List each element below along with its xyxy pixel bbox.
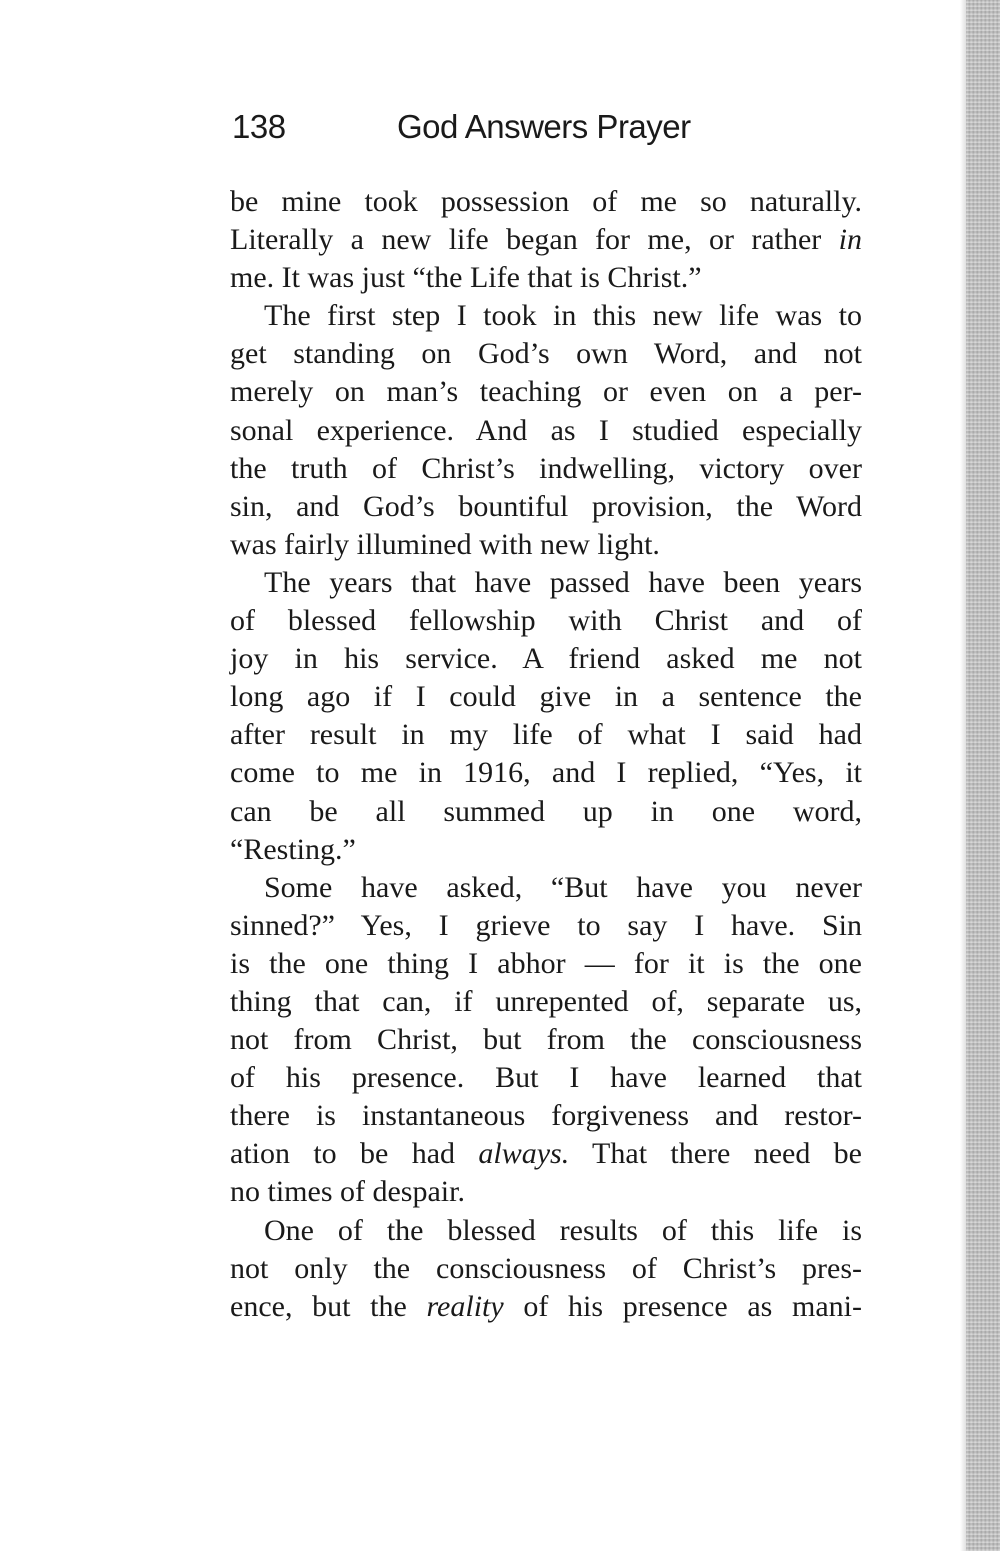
text-line [230, 259, 862, 297]
body-text [230, 183, 862, 1326]
text-segment: joy in his service. A friend asked me not [230, 642, 862, 676]
text-line [230, 450, 862, 488]
text-segment: “Resting.” [230, 832, 356, 866]
text-segment: the truth of Christ’s indwelling, victory over [230, 451, 862, 485]
text-segment: can be all summed up in one word, [230, 794, 862, 828]
text-segment: be mine took possession of me so naturally. [230, 185, 862, 218]
text-segment: get standing on God’s own Word, and not [230, 337, 862, 371]
text-line [230, 183, 862, 221]
page-number: 138 [232, 108, 286, 145]
text-line [230, 716, 862, 754]
text-line [230, 221, 862, 259]
text-segment: thing that can, if unrepented of, separate us, [230, 984, 862, 1018]
text-segment: long ago if I could give in a sentence the [230, 680, 862, 714]
text-segment: not only the consciousness of Christ’s pres- [230, 1251, 862, 1285]
text-segment: One of the blessed results of this life is [264, 1213, 862, 1247]
text-segment: That there need be [569, 1137, 862, 1171]
text-line [230, 373, 862, 411]
text-segment: ation to be had [230, 1137, 479, 1171]
text-segment: sinned?” Yes, I grieve to say I have. Sin [230, 908, 862, 942]
running-title: God Answers Prayer [397, 108, 691, 145]
text-segment: me. It was just “the Life that is Christ.” [230, 261, 702, 295]
text-segment: there is instantaneous forgiveness and restor- [230, 1099, 862, 1133]
text-line [230, 678, 862, 716]
text-segment: The first step I took in this new life was to [264, 299, 862, 333]
text-line [230, 1288, 862, 1326]
text-line [230, 564, 862, 602]
text-segment: merely on man’s teaching or even on a per- [230, 375, 862, 409]
text-segment: Literally a new life began for me, or rather [230, 223, 839, 257]
text-segment: not from Christ, but from the consciousness [230, 1023, 862, 1057]
text-line [230, 907, 862, 945]
text-line [230, 526, 862, 564]
text-line [230, 1097, 862, 1135]
text-segment: come to me in 1916, and I replied, “Yes, it [230, 756, 862, 790]
text-segment: sonal experience. And as I studied especially [230, 413, 862, 447]
italic-text: in [838, 223, 862, 257]
text-segment: Some have asked, “But have you never [264, 870, 862, 904]
text-line [230, 831, 862, 869]
text-line [230, 335, 862, 373]
text-segment: of blessed fellowship with Christ and of [230, 604, 862, 638]
text-line [230, 1135, 862, 1173]
text-segment: ence, but the [230, 1289, 427, 1323]
text-line [230, 945, 862, 983]
text-segment: of his presence as mani- [503, 1289, 862, 1323]
italic-text: always. [478, 1137, 570, 1171]
text-line [230, 869, 862, 907]
text-line [230, 412, 862, 450]
text-segment: no times of despair. [230, 1175, 465, 1209]
text-segment: of his presence. But I have learned that [230, 1061, 862, 1095]
text-segment: The years that have passed have been years [264, 565, 862, 599]
text-line [230, 793, 862, 831]
page-header [232, 108, 872, 156]
text-segment: is the one thing I abhor — for it is the one [230, 946, 862, 980]
text-line [230, 1059, 862, 1097]
text-line [230, 1173, 862, 1211]
text-line [230, 602, 862, 640]
text-line [230, 1250, 862, 1288]
italic-text: reality [426, 1289, 504, 1323]
text-line [230, 640, 862, 678]
text-segment: sin, and God’s bountiful provision, the Word [230, 489, 862, 523]
text-line [230, 488, 862, 526]
text-segment: after result in my life of what I said had [230, 718, 862, 752]
text-line [230, 297, 862, 335]
text-line [230, 983, 862, 1021]
text-segment: was fairly illumined with new light. [230, 527, 660, 561]
text-line [230, 754, 862, 792]
text-line [230, 1212, 862, 1250]
book-edge-pages [966, 0, 1000, 1551]
text-line [230, 1021, 862, 1059]
